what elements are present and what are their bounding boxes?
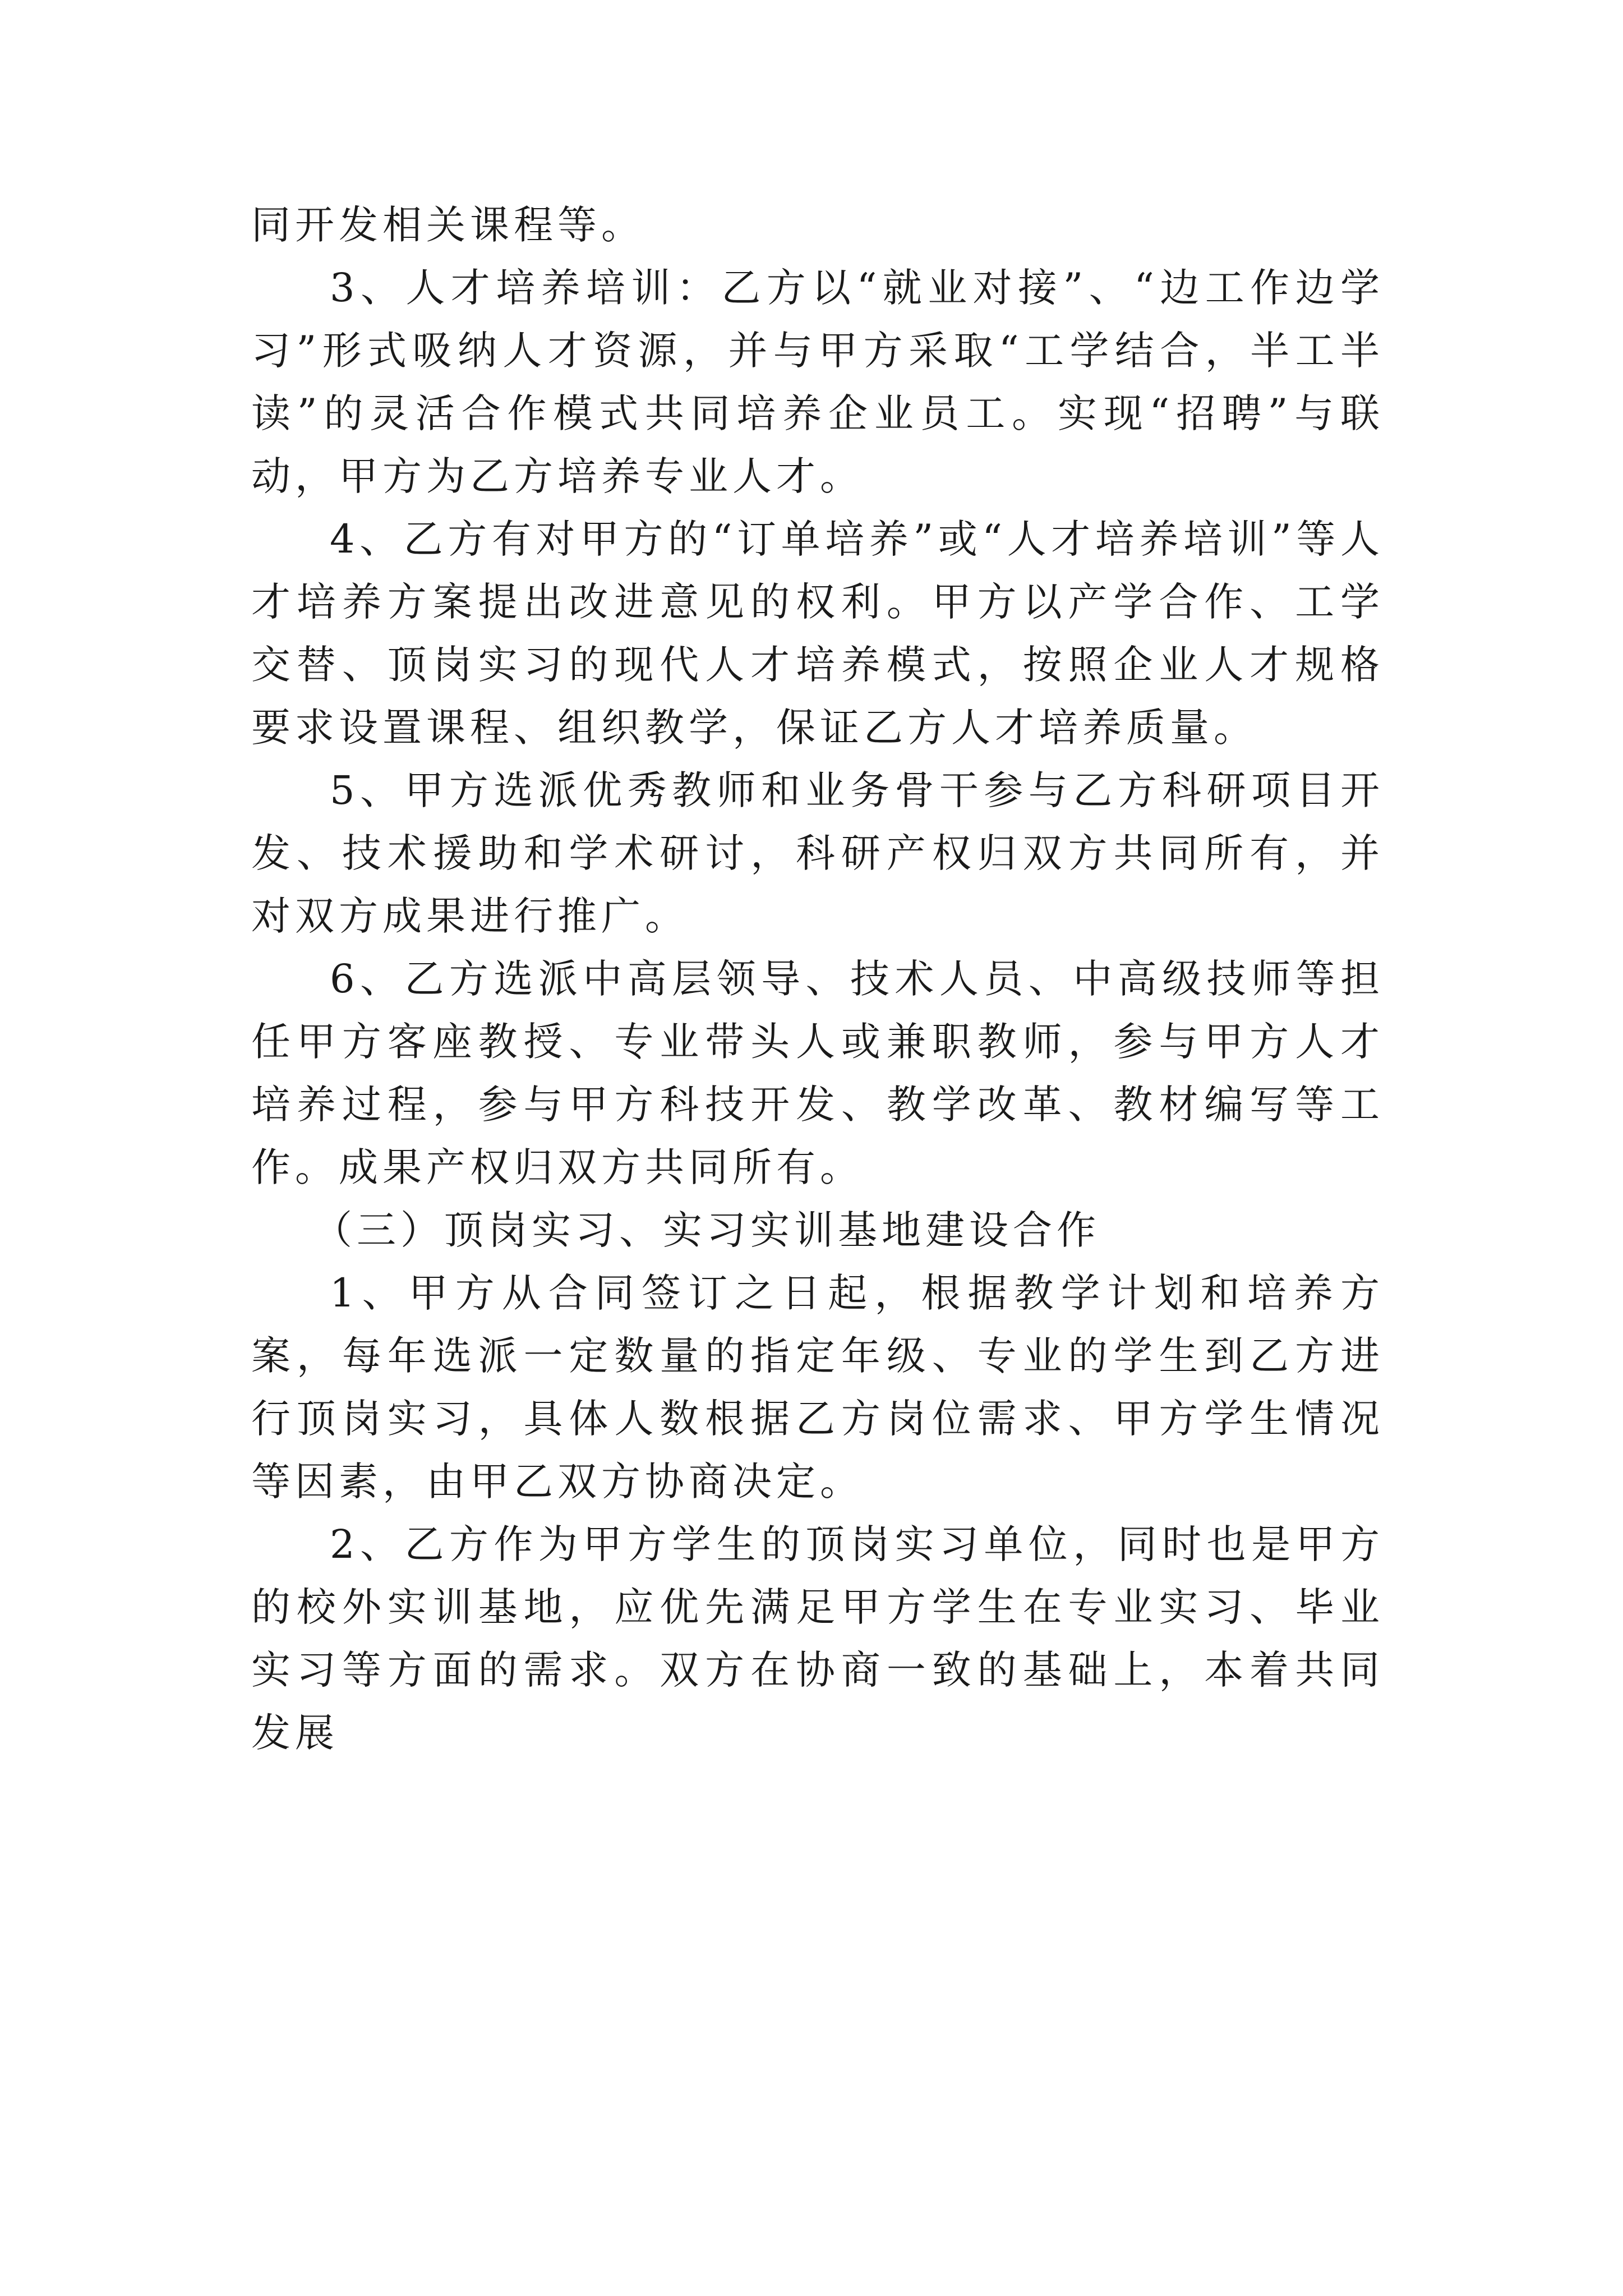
- paragraph-item-4: 4、乙方有对甲方的“订单培养”或“人才培养培训”等人才培养方案提出改进意见的权利。甲方以产学合作、工学交替、顶岗实习的现代人才培养模式，按照企业人才规格要求设置课程、组织教学，保证乙方人才培养质量。: [251, 516, 1384, 751]
- section-heading: （三）顶岗实习、实习实训基地建设合作: [313, 1207, 1100, 1253]
- paragraph-item-2: 2、乙方作为甲方学生的顶岗实习单位，同时也是甲方的校外实训基地，应优先满足甲方学生在专业实习、毕业实习等方面的需求。双方在协商一致的基础上，本着共同发展: [251, 1521, 1384, 1756]
- paragraph-item-3: 3、人才培养培训：乙方以“就业对接”、“边工作边学习”形式吸纳人才资源，并与甲方采取“工学结合，半工半读”的灵活合作模式共同培养企业员工。实现“招聘”与联动，甲方为乙方培养专业人才。: [251, 265, 1384, 499]
- paragraph-continuation: 同开发相关课程等。: [251, 202, 645, 248]
- paragraph-item-5: 5、甲方选派优秀教师和业务骨干参与乙方科研项目开发、技术援助和学术研讨，科研产权归双方共同所有，并对双方成果进行推广。: [251, 767, 1384, 939]
- paragraph-item-6: 6、乙方选派中高层领导、技术人员、中高级技师等担任甲方客座教授、专业带头人或兼职教师，参与甲方人才培养过程，参与甲方科技开发、教学改革、教材编写等工作。成果产权归双方共同所有。: [251, 956, 1384, 1190]
- document-body: [251, 194, 1384, 1764]
- paragraph-item-1: 1、甲方从合同签订之日起，根据教学计划和培养方案，每年选派一定数量的指定年级、专业的学生到乙方进行顶岗实习，具体人数根据乙方岗位需求、甲方学生情况等因素，由甲乙双方协商决定。: [251, 1270, 1384, 1504]
